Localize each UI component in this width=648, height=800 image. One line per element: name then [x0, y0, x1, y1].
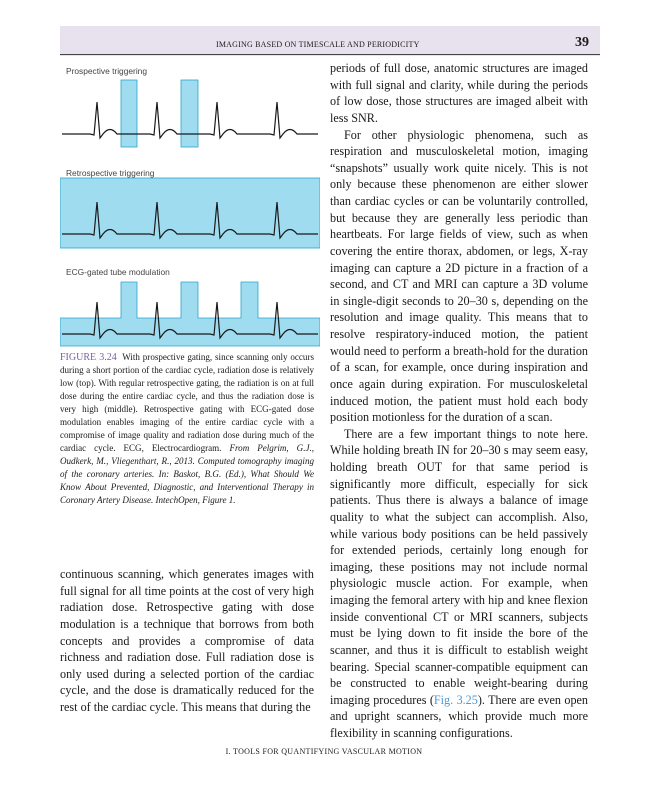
- panel-retrospective: [60, 178, 320, 248]
- panel-label-retrospective: Retrospective triggering: [66, 168, 155, 178]
- right-column: [330, 60, 588, 742]
- panel-label-tube-modulation: ECG-gated tube modulation: [66, 267, 170, 277]
- panel-prospective: [62, 80, 318, 147]
- panel-label-prospective: Prospective triggering: [66, 66, 147, 76]
- p3-text-before: There are a few important things to note here. While holding breath IN for 20–30 s may seem easy, holding breath OUT for that same period is significantly more difficult, especially for sick patients. Thus there is always a balance of image quality to what the subject can accomplish. Also, while various body positions can be held passively for extended periods, certainly long enough for imaging, these positions may not include normal physiologic muscle action. For example, when imaging the femoral artery with hip and knee flexion inside conventional CT or MRI scanners, subjects must be lying down to fit inside the bore of the scanner, and thus it is difficult to establish weight bearing. Special scanner-compatible equipment can be constructed to enable weight-bearing during imaging procedures (: [330, 426, 588, 707]
- caption-source: From Pelgrim, G.J., Oudkerk, M., Vliegenthart, R., 2013. Computed tomography imaging of the coronary arteries. In: Baskot, B.G. (Ed.), What Should We Know About Prevented, Diagnostic, and Interventional Therapy in Coronary Artery Disease. IntechOpen, Figure 1.: [60, 443, 314, 505]
- right-paragraph-2: For other physiologic phenomena, such as respiration and musculoskeletal motion, imaging “snapshots” usually work quite nicely. This is not only because these phenomenon are either slower than cardiac cycles or can be voluntarily controlled, but because they are generally less periodic than heartbeats. For large fields of view, such as when covering the entire thorax, abdomen, or legs, X-ray imaging can capture a 2D picture in a fraction of a second, and CT and MRI can capture a 3D volume in single-digit seconds to 20–30 s, depending on the resolution and image quality. This means that to resolve respiratory-induced motion, the patient would need to perform a breath-hold for the duration of a scan, for example, once during inspiration and once again during expiration. For musculoskeletal induced motion, the patient must hold each body position motionless for the duration of a scan.: [330, 127, 588, 425]
- p3-text-after: ). There are even open and upright scanners, which provide much more flexibility in scanning configurations.: [330, 692, 588, 740]
- header-rule: [60, 54, 600, 55]
- footer-text: I. TOOLS FOR QUANTIFYING VASCULAR MOTION: [225, 747, 423, 756]
- running-title: IMAGING BASED ON TIMESCALE AND PERIODICITY: [216, 40, 420, 49]
- left-column: [60, 566, 314, 716]
- gating-figure: [60, 72, 320, 347]
- figure-link[interactable]: Fig. 3.25: [433, 692, 478, 707]
- panel-tube-modulation: [60, 282, 320, 346]
- figure-label: FIGURE 3.24: [60, 352, 117, 363]
- figure-caption: [60, 351, 314, 507]
- caption-text: With prospective gating, since scanning only occurs during a short portion of the cardiac cycle, radiation dose is relatively low (top). With regular retrospective gating, the radiation is on at full dose during the entire cardiac cycle, and thus the radiation dose is very high (middle). Retrospective gating with ECG-gated dose modulation enables imaging of the entire cardiac cycle with a compromise of image quality and radiation dose during much of the cardiac cycle. ECG, Electrocardiogram.: [60, 352, 314, 453]
- dose-window-2: [181, 80, 198, 147]
- right-paragraph-1: periods of full dose, anatomic structures are imaged with full signal and clarity, while during the periods of low dose, those structures are imaged albeit with less SNR.: [330, 61, 588, 125]
- left-paragraph: continuous scanning, which generates images with full signal for all time points at the cost of very high radiation dose. Retrospective gating with dose modulation is a technique that borrows from both concepts and provides a compromise of data richness and radiation dose. Full radiation dose is only used during a selected portion of the cardiac cycle, and the dose is dramatically reduced for the rest of the cardiac cycle. This means that during the: [60, 567, 314, 714]
- right-paragraph-3: [330, 426, 588, 742]
- dose-window-1: [121, 80, 137, 147]
- page-number: 39: [575, 35, 589, 50]
